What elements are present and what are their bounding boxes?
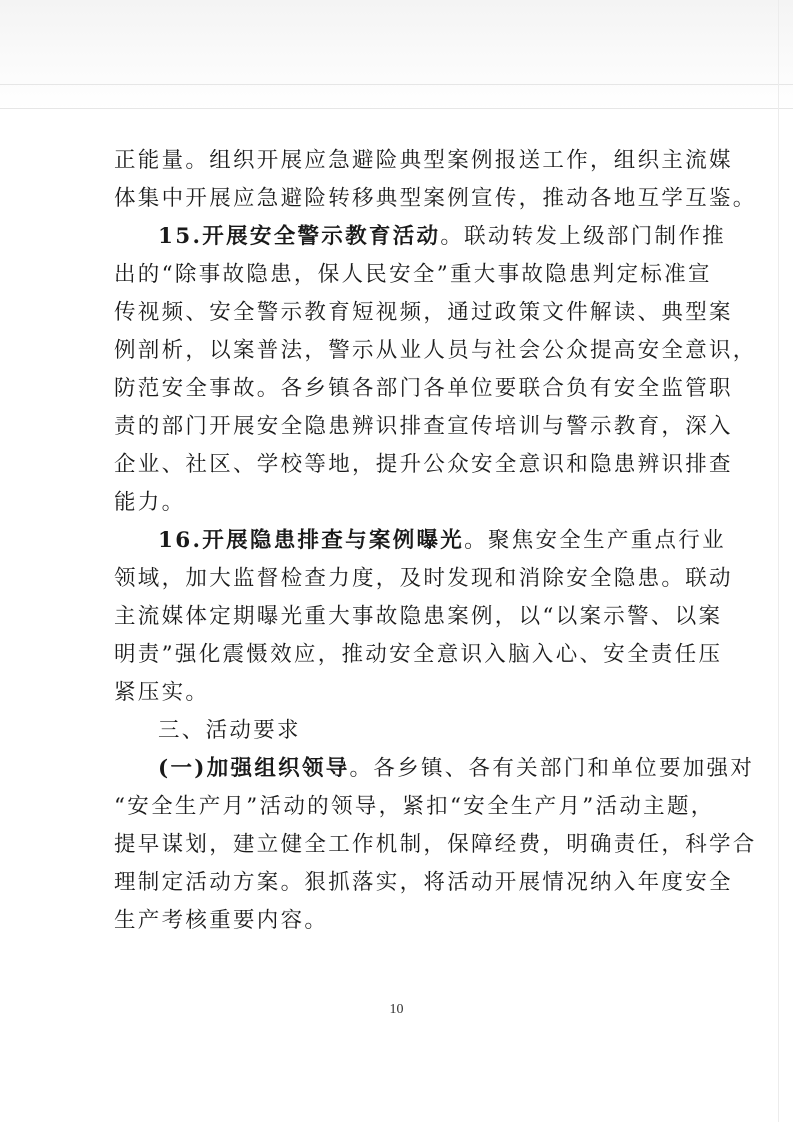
section-heading: 16.开展隐患排查与案例曝光	[158, 528, 465, 553]
text-line: 生产考核重要内容。	[114, 908, 329, 933]
text-line: 能力。	[114, 490, 186, 515]
text-line: 领域，加大监督检查力度，及时发现和消除安全隐患。联动	[114, 566, 733, 591]
text-line: 防范安全事故。各乡镇各部门各单位要联合负有安全监管职	[114, 376, 733, 401]
scan-line	[0, 84, 793, 85]
text-line: 企业、社区、学校等地，提升公众安全意识和隐患辨识排查	[114, 452, 733, 477]
text-line: 正能量。组织开展应急避险典型案例报送工作，组织主流媒	[114, 148, 733, 173]
body-text	[114, 142, 757, 940]
section-heading-line: 16.开展隐患排查与案例曝光。聚焦安全生产重点行业	[158, 528, 726, 553]
text-line: 传视频、安全警示教育短视频，通过政策文件解读、典型案	[114, 300, 733, 325]
text-line: 责的部门开展安全隐患辨识排查宣传培训与警示教育，深入	[114, 414, 733, 439]
page-number: 10	[389, 1002, 404, 1017]
scan-edge	[778, 0, 779, 1122]
text-line: 主流媒体定期曝光重大事故隐患案例，以“以案示警、以案	[114, 604, 723, 629]
scan-line	[0, 108, 793, 109]
text-line: “安全生产月”活动的领导，紧扣“安全生产月”活动主题，	[114, 794, 715, 819]
text-line: 出的“除事故隐患，保人民安全”重大事故隐患判定标准宣	[114, 262, 712, 287]
text-line: 紧压实。	[114, 680, 210, 705]
text-line: 体集中开展应急避险转移典型案例宣传，推动各地互学互鉴。	[114, 186, 757, 211]
section-heading: 15.开展安全警示教育活动	[158, 224, 441, 249]
section-heading: (一)加强组织领导	[158, 756, 350, 781]
text-line: 理制定活动方案。狠抓落实，将活动开展情况纳入年度安全	[114, 870, 733, 895]
text-line: 例剖析，以案普法，警示从业人员与社会公众提高安全意识，	[114, 338, 757, 363]
section-heading-line: 15.开展安全警示教育活动。联动转发上级部门制作推	[158, 224, 726, 249]
text-line: 提早谋划，建立健全工作机制，保障经费，明确责任，科学合	[114, 832, 757, 857]
chapter-heading: 三、活动要求	[158, 718, 301, 743]
text-line: 明责”强化震慑效应，推动安全意识入脑入心、安全责任压	[114, 642, 723, 667]
scan-shadow	[0, 0, 793, 110]
section-heading-line: (一)加强组织领导。各乡镇、各有关部门和单位要加强对	[158, 756, 755, 781]
